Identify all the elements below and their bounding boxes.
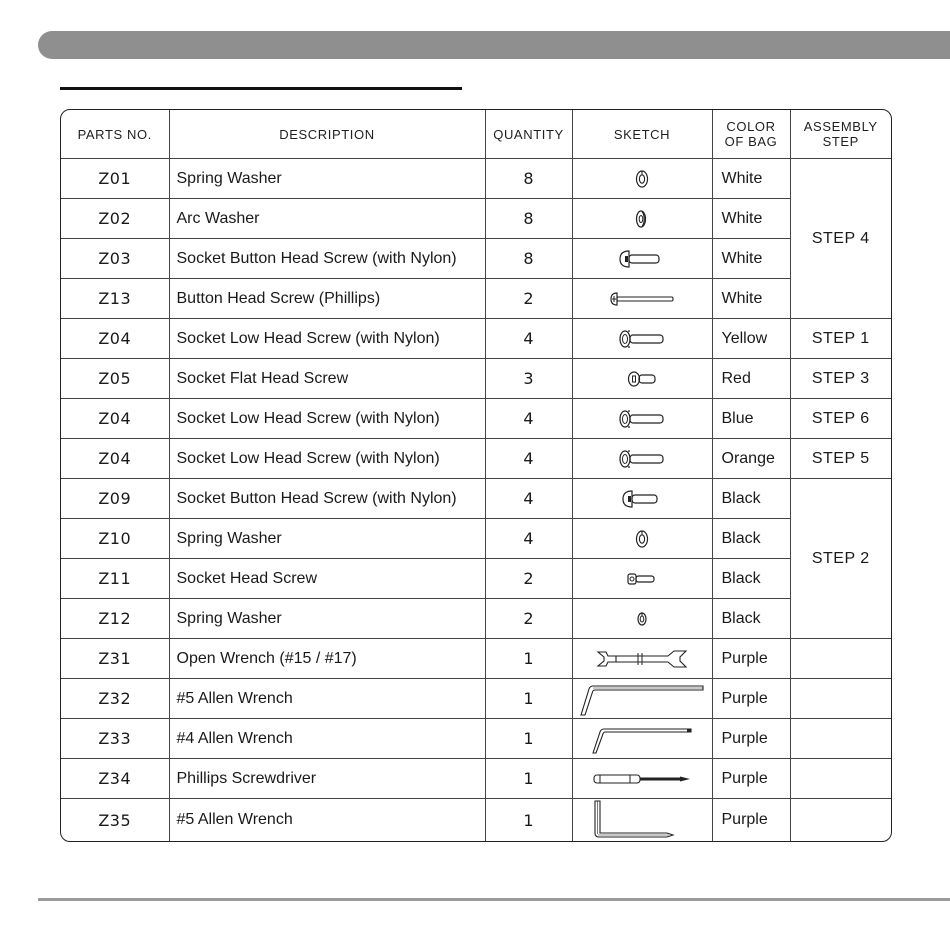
part-sketch <box>572 279 712 319</box>
part-sketch <box>572 679 712 719</box>
part-quantity: 4 <box>485 479 572 519</box>
part-quantity: 1 <box>485 639 572 679</box>
part-number: Z35 <box>61 799 169 842</box>
part-number: Z05 <box>61 359 169 399</box>
part-quantity: 2 <box>485 559 572 599</box>
bag-color: Black <box>712 479 790 519</box>
assembly-step: STEP 4 <box>790 159 891 319</box>
header-bar <box>38 31 950 59</box>
header-parts-no: PARTS NO. <box>61 110 169 159</box>
part-quantity: 4 <box>485 399 572 439</box>
header-color-of-bag <box>712 110 790 159</box>
table-row <box>61 319 891 359</box>
table-header-row <box>61 110 891 159</box>
part-number: Z34 <box>61 759 169 799</box>
assembly-step-empty <box>790 679 891 719</box>
part-description: Socket Low Head Screw (with Nylon) <box>169 399 485 439</box>
part-description: #5 Allen Wrench <box>169 679 485 719</box>
assembly-step-empty <box>790 799 891 842</box>
part-quantity: 4 <box>485 519 572 559</box>
bag-color: Yellow <box>712 319 790 359</box>
bag-color: White <box>712 279 790 319</box>
part-description: Arc Washer <box>169 199 485 239</box>
part-description: #4 Allen Wrench <box>169 719 485 759</box>
part-sketch <box>572 759 712 799</box>
part-description: #5 Allen Wrench <box>169 799 485 842</box>
socket-head-screw-icon <box>625 567 659 591</box>
header-description: DESCRIPTION <box>169 110 485 159</box>
table-row <box>61 719 891 759</box>
part-number: Z09 <box>61 479 169 519</box>
bag-color: Purple <box>712 799 790 842</box>
assembly-step-empty <box>790 639 891 679</box>
small-spring-washer-icon <box>634 607 650 631</box>
assembly-step: STEP 2 <box>790 479 891 639</box>
table-row <box>61 799 891 842</box>
header-step-line1: ASSEMBLY <box>803 119 878 134</box>
part-quantity: 8 <box>485 239 572 279</box>
part-number: Z04 <box>61 319 169 359</box>
part-quantity: 8 <box>485 199 572 239</box>
table-row <box>61 679 891 719</box>
button-head-screw-icon <box>620 487 664 511</box>
header-color-line1: COLOR <box>726 119 776 134</box>
table-row <box>61 359 891 399</box>
part-sketch <box>572 639 712 679</box>
part-number: Z31 <box>61 639 169 679</box>
assembly-step-empty <box>790 719 891 759</box>
allen-wrench-short-icon <box>587 723 697 755</box>
part-quantity: 8 <box>485 159 572 199</box>
part-description: Socket Low Head Screw (with Nylon) <box>169 319 485 359</box>
part-description: Spring Washer <box>169 599 485 639</box>
part-sketch <box>572 159 712 199</box>
table-row <box>61 759 891 799</box>
table-row <box>61 159 891 199</box>
part-sketch <box>572 479 712 519</box>
open-wrench-icon <box>594 646 690 672</box>
long-phillips-screw-icon <box>607 287 677 311</box>
part-sketch <box>572 239 712 279</box>
low-head-screw-icon <box>617 407 667 431</box>
part-description: Button Head Screw (Phillips) <box>169 279 485 319</box>
assembly-step-empty <box>790 759 891 799</box>
header-quantity: QUANTITY <box>485 110 572 159</box>
table-row <box>61 239 891 279</box>
part-sketch <box>572 399 712 439</box>
part-quantity: 1 <box>485 679 572 719</box>
part-description: Socket Button Head Screw (with Nylon) <box>169 239 485 279</box>
part-sketch <box>572 359 712 399</box>
part-number: Z12 <box>61 599 169 639</box>
table-row <box>61 479 891 519</box>
screwdriver-icon <box>590 767 694 791</box>
part-number: Z32 <box>61 679 169 719</box>
bag-color: Black <box>712 519 790 559</box>
bag-color: White <box>712 199 790 239</box>
part-number: Z10 <box>61 519 169 559</box>
part-description: Socket Button Head Screw (with Nylon) <box>169 479 485 519</box>
low-head-screw-icon <box>617 327 667 351</box>
part-number: Z13 <box>61 279 169 319</box>
footer-rule <box>38 898 950 901</box>
part-sketch <box>572 199 712 239</box>
bag-color: Orange <box>712 439 790 479</box>
part-description: Socket Low Head Screw (with Nylon) <box>169 439 485 479</box>
table-row <box>61 439 891 479</box>
table-row <box>61 199 891 239</box>
assembly-step: STEP 5 <box>790 439 891 479</box>
part-quantity: 4 <box>485 319 572 359</box>
allen-wrench-l-icon <box>587 799 697 841</box>
part-quantity: 1 <box>485 799 572 842</box>
part-quantity: 1 <box>485 759 572 799</box>
header-step-line2: STEP <box>822 134 859 149</box>
spring-washer-icon <box>632 167 652 191</box>
spring-washer-icon <box>632 527 652 551</box>
button-head-screw-icon <box>617 247 667 271</box>
table-row <box>61 599 891 639</box>
part-number: Z11 <box>61 559 169 599</box>
low-head-screw-icon <box>617 447 667 471</box>
part-sketch <box>572 519 712 559</box>
part-number: Z03 <box>61 239 169 279</box>
part-quantity: 3 <box>485 359 572 399</box>
header-assembly-step <box>790 110 891 159</box>
part-description: Spring Washer <box>169 159 485 199</box>
bag-color: Purple <box>712 679 790 719</box>
header-color-line2: OF BAG <box>724 134 778 149</box>
part-description: Phillips Screwdriver <box>169 759 485 799</box>
parts-table <box>60 109 892 842</box>
part-description: Open Wrench (#15 / #17) <box>169 639 485 679</box>
bag-color: Black <box>712 599 790 639</box>
part-number: Z04 <box>61 399 169 439</box>
bag-color: Purple <box>712 719 790 759</box>
bag-color: Purple <box>712 759 790 799</box>
bag-color: Black <box>712 559 790 599</box>
part-number: Z01 <box>61 159 169 199</box>
part-quantity: 1 <box>485 719 572 759</box>
assembly-step: STEP 1 <box>790 319 891 359</box>
bag-color: White <box>712 159 790 199</box>
allen-wrench-long-icon <box>577 681 707 717</box>
bag-color: Purple <box>712 639 790 679</box>
bag-color: Blue <box>712 399 790 439</box>
part-quantity: 2 <box>485 599 572 639</box>
table-row <box>61 399 891 439</box>
bag-color: White <box>712 239 790 279</box>
part-description: Socket Head Screw <box>169 559 485 599</box>
part-sketch <box>572 799 712 842</box>
flat-head-screw-icon <box>625 367 659 391</box>
table-row <box>61 279 891 319</box>
assembly-step: STEP 6 <box>790 399 891 439</box>
arc-washer-icon <box>632 207 652 231</box>
part-description: Socket Flat Head Screw <box>169 359 485 399</box>
part-sketch <box>572 559 712 599</box>
part-quantity: 2 <box>485 279 572 319</box>
title-underline <box>60 87 462 90</box>
part-number: Z04 <box>61 439 169 479</box>
header-sketch: SKETCH <box>572 110 712 159</box>
part-sketch <box>572 439 712 479</box>
part-number: Z33 <box>61 719 169 759</box>
part-description: Spring Washer <box>169 519 485 559</box>
part-sketch <box>572 719 712 759</box>
assembly-step: STEP 3 <box>790 359 891 399</box>
table-row <box>61 639 891 679</box>
part-quantity: 4 <box>485 439 572 479</box>
part-sketch <box>572 319 712 359</box>
table-row <box>61 559 891 599</box>
part-number: Z02 <box>61 199 169 239</box>
bag-color: Red <box>712 359 790 399</box>
table-row <box>61 519 891 559</box>
part-sketch <box>572 599 712 639</box>
